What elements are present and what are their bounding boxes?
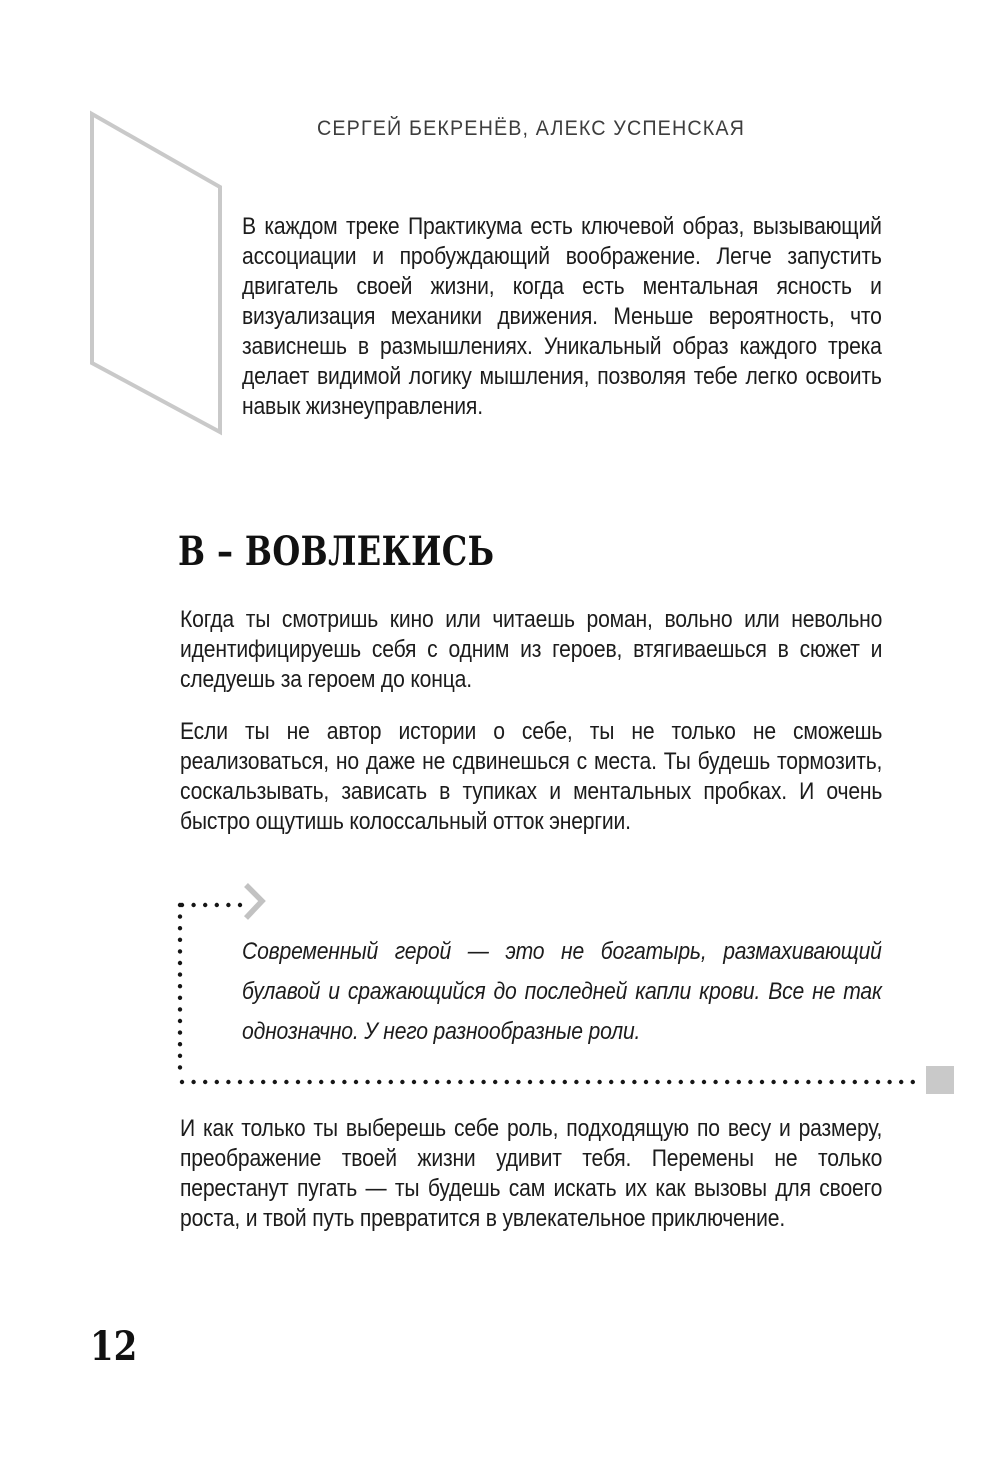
- quote-dotted-top-segment: [179, 896, 245, 914]
- quote-dotted-left-border: [176, 902, 184, 1087]
- body-paragraph-2: Если ты не автор истории о себе, ты не только не сможешь реализоваться, но даже не сдвинешься с места. Ты будешь тормозить, соскальзывать, зависать в тупиках и ментальных пробках. И очень быстро ощутишь колоссальный отток энергии.: [180, 718, 883, 835]
- intro-paragraph: В каждом треке Практикума есть ключевой образ, вызывающий ассоциации и пробуждающий воображение. Легче запустить двигатель своей жизни, когда есть ментальная ясность и визуализация механики движения. Меньше вероятность, что зависнешь в размышлениях. Уникальный образ каждого трека делает видимой логику мышления, позволяя тебе легко освоить навык жизнеуправления.: [242, 213, 882, 420]
- closing-paragraph: И как только ты выберешь себе роль, подходящую по весу и размеру, преображение твоей жизни удивит тебя. Перемены не только перестанут пугать — ты будешь сам искать их как вызовы для своего роста, и твой путь превратится в увлекательное приключение.: [180, 1115, 883, 1232]
- gray-square-marker: [926, 1066, 954, 1094]
- pull-quote-text: Современный герой — это не богатырь, размахивающий булавой и сражающийся до последней капли крови. Все не так однозначно. У него разнообразные роли.: [242, 938, 882, 1045]
- page-number: 12: [90, 1323, 138, 1370]
- section-heading: В – ВОВЛЕКИСЬ: [178, 528, 495, 575]
- body-paragraph-1: Когда ты смотришь кино или читаешь роман, вольно или невольно идентифицируешь себя с одним из героев, втягиваешься в сюжет и следуешь за героем до конца.: [180, 606, 883, 693]
- running-header-authors: СЕРГЕЙ БЕКРЕНЁВ, АЛЕКС УСПЕНСКАЯ: [316, 117, 746, 140]
- quote-dotted-bottom-border: [179, 1073, 925, 1091]
- parallelogram-icon: [86, 110, 226, 445]
- chevron-right-icon: [243, 882, 267, 927]
